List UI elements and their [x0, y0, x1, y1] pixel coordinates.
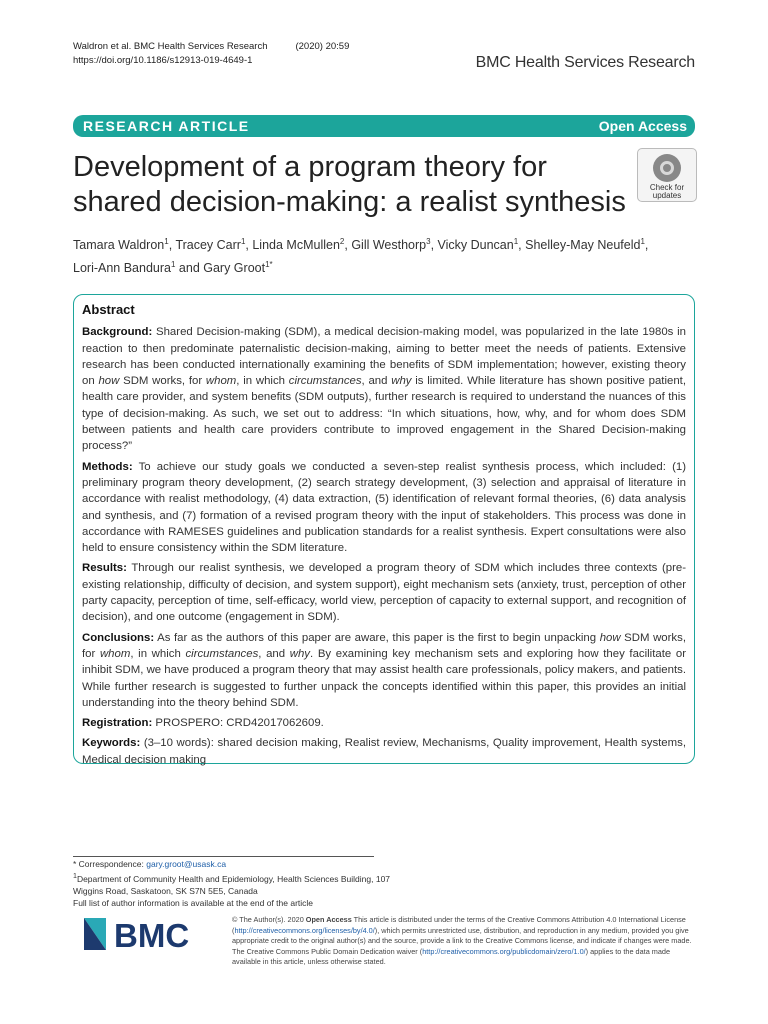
journal-name: BMC Health Services Research [475, 54, 695, 71]
author[interactable]: Tamara Waldron$^1$ [73, 237, 169, 253]
abstract-results: Results: Through our realist synthesis, we developed a program theory of SDM which includes three contexts (pre-existing relationship, difficulty of decision, and system support), eight mechanism sets (anxiety, trust, perception of other party capacity, perception of time, self-efficacy, world view, perception of capacity to external support, and recognition of decision), and one outcome (engagement in SDM). [82, 562, 686, 624]
footnote-divider [73, 856, 374, 857]
footnote: * Correspondence: gary.groot@usask.ca $^1$Department of Community Health and Epidemiology, Health Sciences Building, 107 Wiggins Road, Saskatoon, SK S7N 5E5, Canada Full list of author information is available at the end of the article [73, 858, 393, 909]
journal-citation: Waldron et al. BMC Health Services Research [73, 41, 268, 52]
abstract-background: Background: Shared Decision-making (SDM), a medical decision-making model, was popularized in the late 1980s in reaction to then predominate paternalistic decision-making, aiming to better meet the needs of patients. Extensive research has been conducted internationally examining the benefits of SDM implementation; however, existing theory on how SDM works, for whom, in which circumstances, and why is limited. While literature has shown positive patient, health care provider, and system benefits (SDM outputs), further research is required to understand the nuances of this type of decision-making. As such, we set out to address: “In which situations, how, why, and for whom does SDM between patients and health care providers contribute to improved engagement in the Shared Decision-making process?” [82, 326, 686, 453]
abstract-methods: Methods: To achieve our study goals we conducted a seven-step realist synthesis process, which included: (1) preliminary program theory development, (2) search strategy development, (3) selection and appraisal of literature in accordance with realist methodology, (4) data extraction, (5) identification of relevant formal theories, (6) data analysis and synthesis, and (7) formation of a revised program theory with the input of stakeholders. This process was done in accordance with RAMESES guidelines and publication standards for a realist synthesis. Expert consultations were also held to ensure consistency within the SDM literature. [82, 460, 686, 555]
badge-line1: Check for [649, 183, 685, 192]
abstract-heading: Abstract [82, 302, 135, 317]
open-access-label: Open Access [598, 118, 687, 134]
article-type: RESEARCH ARTICLE [83, 118, 250, 134]
check-for-updates-button[interactable] [637, 148, 697, 202]
running-header [73, 40, 349, 68]
logo-wordmark: BMC [114, 917, 190, 954]
author[interactable]: Shelley-May Neufeld$^1$ [525, 237, 645, 253]
author[interactable]: Gill Westhorp$^3$ [351, 237, 431, 253]
author[interactable]: Linda McMullen$^2$ [252, 237, 345, 253]
cc-by-link[interactable]: http://creativecommons.org/licenses/by/4.0/ [234, 925, 375, 935]
abstract-conclusions: Conclusions: As far as the authors of this paper are aware, this paper is the first to begin unpacking how SDM works, for whom, in which circumstances, and why. By examining key mechanism sets and exploring how they facilitate or inhibit SDM, we have produced a program theory that may assist health care professionals, policy makers, and patients. While further research is suggested to further unpack the concepts identified within this paper, this provides an initial understanding into the theory behind SDM. [82, 631, 687, 709]
badge-line2: updates [652, 191, 682, 200]
license-statement: © The Author(s). 2020 Open Access This article is distributed under the terms of the Creative Commons Attribution 4.0 International License (http://creativecommons.org/licenses/by/4.0/), which permits unrestricted use, distribution, and reproduction in any medium, provided you give appropriate credit to the original author(s) and the source, provide a link to the Creative Commons license, and indicate if changes were made. The Creative Commons Public Domain Dedication waiver (http://creativecommons.org/publicdomain/zero/1.0/) applies to the data made available in this article, unless otherwise stated. [232, 915, 692, 966]
author[interactable]: Tracey Carr$^1$ [175, 237, 246, 253]
article-title: Development of a program theory for shared decision-making: a realist synthesis [73, 151, 626, 218]
abstract-box [73, 294, 695, 764]
author-info-note: Full list of author information is available at the end of the article [73, 897, 314, 908]
author[interactable]: Vicky Duncan$^1$ [437, 237, 519, 253]
crossmark-icon [653, 154, 681, 182]
correspondence-email-link[interactable]: gary.groot@usask.ca [146, 859, 227, 869]
affiliation: Department of Community Health and Epidemiology, Health Sciences Building, 107 Wiggins Road, Saskatoon, SK S7N 5E5, Canada [73, 873, 391, 896]
cc-zero-link[interactable]: http://creativecommons.org/publicdomain/zero/1.0/ [422, 946, 586, 956]
abstract-registration: Registration: PROSPERO: CRD42017062609. [82, 717, 324, 730]
abstract-keywords: Keywords: (3–10 words): shared decision making, Realist review, Mechanisms, Quality improvement, Health systems, Medical decision making [82, 737, 686, 766]
author-list: Tamara Waldron$^1$, Tracey Carr$^1$, Linda McMullen$^2$, Gill Westhorp$^3$, Vicky Duncan$^1$, Shelley-May Neufeld$^1$, Lori-Ann Bandura$^1$ and Gary Groot$^{1*}$ [73, 237, 649, 276]
author[interactable]: Lori-Ann Bandura$^1$ [73, 260, 176, 276]
year-volume: (2020) 20:59 [295, 41, 350, 52]
article-type-banner [73, 115, 695, 137]
bmc-logo [84, 914, 216, 954]
doi-link[interactable]: https://doi.org/10.1186/s12913-019-4649-1 [73, 55, 253, 66]
author[interactable]: Gary Groot$^{1*}$ [203, 260, 273, 276]
